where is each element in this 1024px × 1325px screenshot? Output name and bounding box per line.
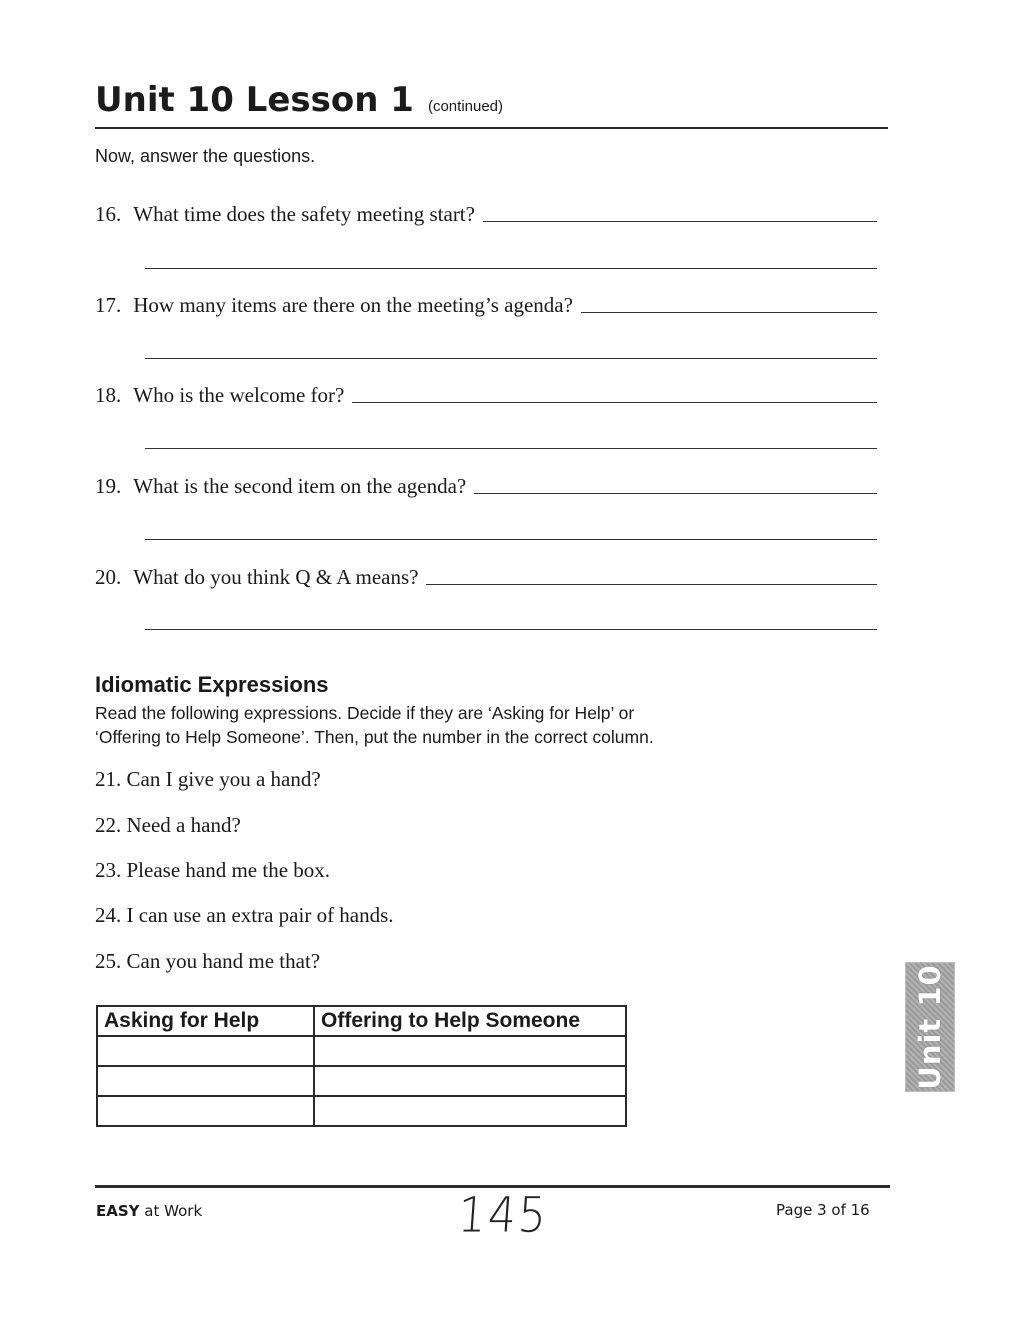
- expression-25: [95, 949, 320, 974]
- expression-text: Need a hand?: [126, 813, 241, 837]
- question-text: Who is the welcome for?: [133, 383, 345, 407]
- question-text: How many items are there on the meeting’s agenda?: [133, 293, 573, 317]
- column-header-offering: Offering to Help Someone: [314, 1006, 626, 1036]
- page-number: Page 3 of 16: [776, 1201, 870, 1219]
- question-number: 19.: [95, 474, 122, 498]
- table-cell[interactable]: [97, 1066, 314, 1096]
- expression-number: 23.: [95, 858, 122, 882]
- table-cell[interactable]: [314, 1036, 626, 1066]
- question-20: [95, 565, 877, 590]
- answer-line[interactable]: [352, 401, 877, 403]
- expression-24: [95, 903, 394, 928]
- question-19: [95, 474, 877, 499]
- expression-text: Please hand me the box.: [126, 858, 331, 882]
- question-number: 16.: [95, 202, 122, 226]
- instructions: Now, answer the questions.: [95, 146, 316, 166]
- expression-text: I can use an extra pair of hands.: [126, 903, 394, 927]
- question-number: 17.: [95, 293, 122, 317]
- question-17: [95, 293, 877, 318]
- answer-line-continuation[interactable]: [145, 268, 877, 269]
- question-text: What time does the safety meeting start?: [133, 202, 475, 226]
- answer-line-continuation[interactable]: [145, 629, 877, 630]
- continued-label: (continued): [427, 98, 504, 115]
- brand-rest: at Work: [139, 1202, 203, 1220]
- expression-number: 22.: [95, 813, 122, 837]
- expression-text: Can I give you a hand?: [126, 767, 321, 791]
- side-tab-label: Unit 10: [913, 964, 947, 1090]
- question-number: 18.: [95, 383, 122, 407]
- section-instruction-line-1: Read the following expressions. Decide if they are ‘Asking for Help’ or: [95, 703, 635, 723]
- expression-23: [95, 858, 330, 883]
- question-16: [95, 202, 877, 227]
- answer-line-continuation[interactable]: [145, 448, 877, 449]
- header-rule: [95, 127, 888, 129]
- table-cell[interactable]: [97, 1036, 314, 1066]
- table-row: [97, 1096, 626, 1126]
- expression-number: 25.: [95, 949, 122, 973]
- handwritten-number: 145: [456, 1187, 550, 1244]
- question-number: 20.: [95, 565, 122, 589]
- answer-line-continuation[interactable]: [145, 539, 877, 540]
- expression-21: [95, 767, 321, 792]
- brand-bold: EASY: [96, 1202, 140, 1220]
- table-row: [97, 1066, 626, 1096]
- section-title: Idiomatic Expressions: [95, 672, 329, 697]
- table-header-row: [97, 1006, 626, 1036]
- table-cell[interactable]: [314, 1096, 626, 1126]
- table-cell[interactable]: [314, 1066, 626, 1096]
- expression-number: 24.: [95, 903, 122, 927]
- expression-22: [95, 813, 241, 838]
- page-title: [95, 80, 503, 120]
- table-cell[interactable]: [97, 1096, 314, 1126]
- section-instruction-line-2: ‘Offering to Help Someone’. Then, put the number in the correct column.: [95, 727, 654, 747]
- footer-brand: [96, 1202, 202, 1220]
- expression-text: Can you hand me that?: [126, 949, 321, 973]
- question-18: [95, 383, 877, 408]
- help-table: [96, 1005, 627, 1127]
- column-header-asking: Asking for Help: [97, 1006, 314, 1036]
- expression-number: 21.: [95, 767, 122, 791]
- answer-line-continuation[interactable]: [145, 358, 877, 359]
- answer-line[interactable]: [474, 492, 877, 494]
- answer-line[interactable]: [483, 220, 877, 222]
- unit-side-tab: [905, 962, 955, 1092]
- title-text: Unit 10 Lesson 1: [95, 80, 414, 120]
- question-text: What do you think Q & A means?: [133, 565, 419, 589]
- table-row: [97, 1036, 626, 1066]
- answer-line[interactable]: [426, 583, 877, 585]
- question-text: What is the second item on the agenda?: [133, 474, 467, 498]
- answer-line[interactable]: [581, 311, 877, 313]
